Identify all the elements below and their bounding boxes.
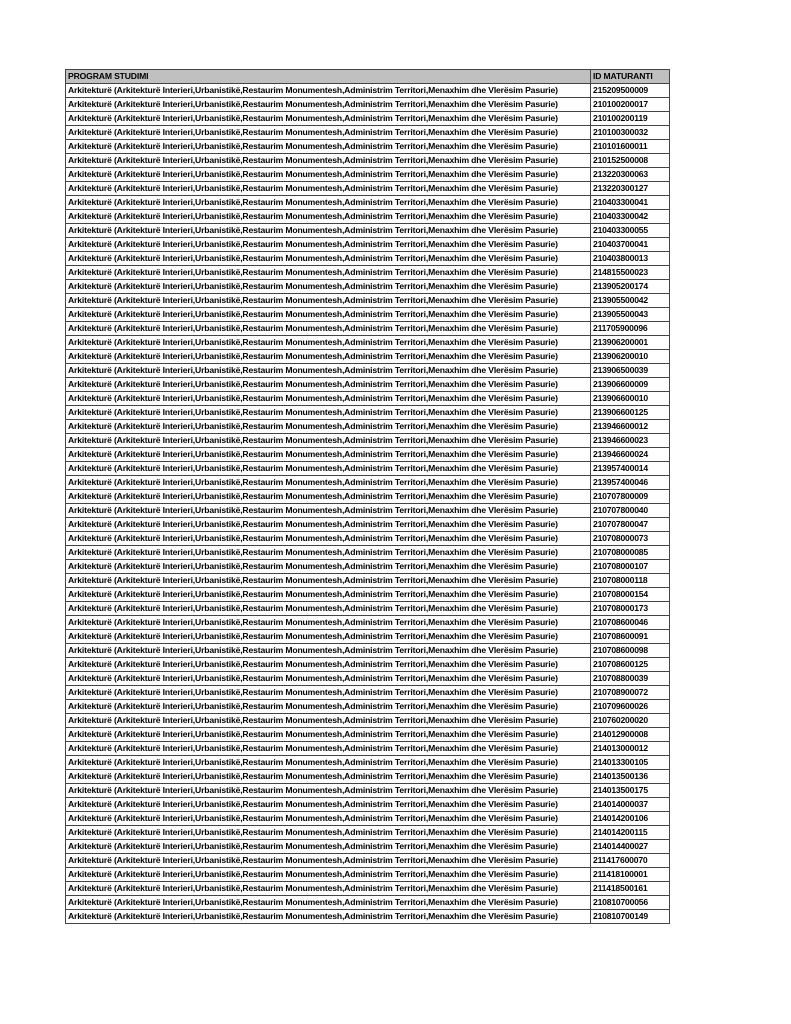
id-cell: 210708900072 xyxy=(591,686,670,700)
table-row xyxy=(66,406,670,420)
program-cell: Arkitekturë (Arkitekturë Interieri,Urbanistikë,Restaurim Monumentesh,Administrim Territori,Menaxhim dhe Vlerësim Pasurie) xyxy=(66,462,591,476)
table-row xyxy=(66,672,670,686)
program-cell: Arkitekturë (Arkitekturë Interieri,Urbanistikë,Restaurim Monumentesh,Administrim Territori,Menaxhim dhe Vlerësim Pasurie) xyxy=(66,336,591,350)
table-row xyxy=(66,476,670,490)
id-cell: 211418500161 xyxy=(591,882,670,896)
table-row xyxy=(66,308,670,322)
table-row xyxy=(66,322,670,336)
id-cell: 213906600009 xyxy=(591,378,670,392)
table-row xyxy=(66,868,670,882)
program-cell: Arkitekturë (Arkitekturë Interieri,Urbanistikë,Restaurim Monumentesh,Administrim Territori,Menaxhim dhe Vlerësim Pasurie) xyxy=(66,518,591,532)
program-cell: Arkitekturë (Arkitekturë Interieri,Urbanistikë,Restaurim Monumentesh,Administrim Territori,Menaxhim dhe Vlerësim Pasurie) xyxy=(66,644,591,658)
program-cell: Arkitekturë (Arkitekturë Interieri,Urbanistikë,Restaurim Monumentesh,Administrim Territori,Menaxhim dhe Vlerësim Pasurie) xyxy=(66,700,591,714)
id-cell: 213906500039 xyxy=(591,364,670,378)
program-cell: Arkitekturë (Arkitekturë Interieri,Urbanistikë,Restaurim Monumentesh,Administrim Territori,Menaxhim dhe Vlerësim Pasurie) xyxy=(66,280,591,294)
table-row xyxy=(66,574,670,588)
id-cell: 210708000154 xyxy=(591,588,670,602)
table-row xyxy=(66,224,670,238)
id-cell: 210403300055 xyxy=(591,224,670,238)
program-cell: Arkitekturë (Arkitekturë Interieri,Urbanistikë,Restaurim Monumentesh,Administrim Territori,Menaxhim dhe Vlerësim Pasurie) xyxy=(66,560,591,574)
program-cell: Arkitekturë (Arkitekturë Interieri,Urbanistikë,Restaurim Monumentesh,Administrim Territori,Menaxhim dhe Vlerësim Pasurie) xyxy=(66,252,591,266)
table-row xyxy=(66,882,670,896)
table-row xyxy=(66,154,670,168)
table-row xyxy=(66,252,670,266)
table-row xyxy=(66,448,670,462)
id-cell: 210101600011 xyxy=(591,140,670,154)
id-cell: 210708000073 xyxy=(591,532,670,546)
table-row xyxy=(66,728,670,742)
table-row xyxy=(66,378,670,392)
id-cell: 210708000085 xyxy=(591,546,670,560)
program-cell: Arkitekturë (Arkitekturë Interieri,Urbanistikë,Restaurim Monumentesh,Administrim Territori,Menaxhim dhe Vlerësim Pasurie) xyxy=(66,532,591,546)
id-cell: 213946600024 xyxy=(591,448,670,462)
id-cell: 213906600125 xyxy=(591,406,670,420)
program-cell: Arkitekturë (Arkitekturë Interieri,Urbanistikë,Restaurim Monumentesh,Administrim Territori,Menaxhim dhe Vlerësim Pasurie) xyxy=(66,658,591,672)
table-row xyxy=(66,294,670,308)
id-cell: 210100200017 xyxy=(591,98,670,112)
table-row xyxy=(66,392,670,406)
table-row xyxy=(66,210,670,224)
id-cell: 214815500023 xyxy=(591,266,670,280)
id-cell: 210100300032 xyxy=(591,126,670,140)
program-cell: Arkitekturë (Arkitekturë Interieri,Urbanistikë,Restaurim Monumentesh,Administrim Territori,Menaxhim dhe Vlerësim Pasurie) xyxy=(66,378,591,392)
program-cell: Arkitekturë (Arkitekturë Interieri,Urbanistikë,Restaurim Monumentesh,Administrim Territori,Menaxhim dhe Vlerësim Pasurie) xyxy=(66,196,591,210)
id-cell: 213220300063 xyxy=(591,168,670,182)
program-cell: Arkitekturë (Arkitekturë Interieri,Urbanistikë,Restaurim Monumentesh,Administrim Territori,Menaxhim dhe Vlerësim Pasurie) xyxy=(66,392,591,406)
program-cell: Arkitekturë (Arkitekturë Interieri,Urbanistikë,Restaurim Monumentesh,Administrim Territori,Menaxhim dhe Vlerësim Pasurie) xyxy=(66,112,591,126)
table-body xyxy=(66,84,670,924)
program-cell: Arkitekturë (Arkitekturë Interieri,Urbanistikë,Restaurim Monumentesh,Administrim Territori,Menaxhim dhe Vlerësim Pasurie) xyxy=(66,504,591,518)
table-row xyxy=(66,182,670,196)
table-row xyxy=(66,840,670,854)
id-cell: 210708800039 xyxy=(591,672,670,686)
id-cell: 210708000118 xyxy=(591,574,670,588)
table-row xyxy=(66,420,670,434)
program-cell: Arkitekturë (Arkitekturë Interieri,Urbanistikë,Restaurim Monumentesh,Administrim Territori,Menaxhim dhe Vlerësim Pasurie) xyxy=(66,910,591,924)
id-cell: 210760200020 xyxy=(591,714,670,728)
program-cell: Arkitekturë (Arkitekturë Interieri,Urbanistikë,Restaurim Monumentesh,Administrim Territori,Menaxhim dhe Vlerësim Pasurie) xyxy=(66,574,591,588)
program-cell: Arkitekturë (Arkitekturë Interieri,Urbanistikë,Restaurim Monumentesh,Administrim Territori,Menaxhim dhe Vlerësim Pasurie) xyxy=(66,616,591,630)
id-cell: 213905500042 xyxy=(591,294,670,308)
table-row xyxy=(66,504,670,518)
id-cell: 214014000037 xyxy=(591,798,670,812)
id-cell: 214012900008 xyxy=(591,728,670,742)
table-row xyxy=(66,336,670,350)
id-cell: 210100200119 xyxy=(591,112,670,126)
table-row xyxy=(66,238,670,252)
table-row xyxy=(66,126,670,140)
program-cell: Arkitekturë (Arkitekturë Interieri,Urbanistikë,Restaurim Monumentesh,Administrim Territori,Menaxhim dhe Vlerësim Pasurie) xyxy=(66,490,591,504)
id-cell: 214014400027 xyxy=(591,840,670,854)
program-cell: Arkitekturë (Arkitekturë Interieri,Urbanistikë,Restaurim Monumentesh,Administrim Territori,Menaxhim dhe Vlerësim Pasurie) xyxy=(66,840,591,854)
program-cell: Arkitekturë (Arkitekturë Interieri,Urbanistikë,Restaurim Monumentesh,Administrim Territori,Menaxhim dhe Vlerësim Pasurie) xyxy=(66,896,591,910)
table-row xyxy=(66,434,670,448)
table-header-row xyxy=(66,70,670,84)
program-cell: Arkitekturë (Arkitekturë Interieri,Urbanistikë,Restaurim Monumentesh,Administrim Territori,Menaxhim dhe Vlerësim Pasurie) xyxy=(66,308,591,322)
id-cell: 210403700041 xyxy=(591,238,670,252)
table-row xyxy=(66,602,670,616)
program-cell: Arkitekturë (Arkitekturë Interieri,Urbanistikë,Restaurim Monumentesh,Administrim Territori,Menaxhim dhe Vlerësim Pasurie) xyxy=(66,686,591,700)
id-cell: 210707800009 xyxy=(591,490,670,504)
program-cell: Arkitekturë (Arkitekturë Interieri,Urbanistikë,Restaurim Monumentesh,Administrim Territori,Menaxhim dhe Vlerësim Pasurie) xyxy=(66,742,591,756)
id-cell: 213220300127 xyxy=(591,182,670,196)
program-cell: Arkitekturë (Arkitekturë Interieri,Urbanistikë,Restaurim Monumentesh,Administrim Territori,Menaxhim dhe Vlerësim Pasurie) xyxy=(66,168,591,182)
table-row xyxy=(66,616,670,630)
table-row xyxy=(66,266,670,280)
program-cell: Arkitekturë (Arkitekturë Interieri,Urbanistikë,Restaurim Monumentesh,Administrim Territori,Menaxhim dhe Vlerësim Pasurie) xyxy=(66,140,591,154)
id-cell: 214013300105 xyxy=(591,756,670,770)
id-cell: 210708600046 xyxy=(591,616,670,630)
program-cell: Arkitekturë (Arkitekturë Interieri,Urbanistikë,Restaurim Monumentesh,Administrim Territori,Menaxhim dhe Vlerësim Pasurie) xyxy=(66,126,591,140)
id-cell: 210403800013 xyxy=(591,252,670,266)
program-cell: Arkitekturë (Arkitekturë Interieri,Urbanistikë,Restaurim Monumentesh,Administrim Territori,Menaxhim dhe Vlerësim Pasurie) xyxy=(66,826,591,840)
table-row xyxy=(66,700,670,714)
table-row xyxy=(66,630,670,644)
table-row xyxy=(66,280,670,294)
id-cell: 211418100001 xyxy=(591,868,670,882)
program-cell: Arkitekturë (Arkitekturë Interieri,Urbanistikë,Restaurim Monumentesh,Administrim Territori,Menaxhim dhe Vlerësim Pasurie) xyxy=(66,238,591,252)
id-cell: 214013500175 xyxy=(591,784,670,798)
program-cell: Arkitekturë (Arkitekturë Interieri,Urbanistikë,Restaurim Monumentesh,Administrim Territori,Menaxhim dhe Vlerësim Pasurie) xyxy=(66,672,591,686)
id-cell: 210708600091 xyxy=(591,630,670,644)
id-cell: 210403300042 xyxy=(591,210,670,224)
id-cell: 213906600010 xyxy=(591,392,670,406)
program-cell: Arkitekturë (Arkitekturë Interieri,Urbanistikë,Restaurim Monumentesh,Administrim Territori,Menaxhim dhe Vlerësim Pasurie) xyxy=(66,602,591,616)
program-cell: Arkitekturë (Arkitekturë Interieri,Urbanistikë,Restaurim Monumentesh,Administrim Territori,Menaxhim dhe Vlerësim Pasurie) xyxy=(66,322,591,336)
id-cell: 214014200115 xyxy=(591,826,670,840)
program-cell: Arkitekturë (Arkitekturë Interieri,Urbanistikë,Restaurim Monumentesh,Administrim Territori,Menaxhim dhe Vlerësim Pasurie) xyxy=(66,546,591,560)
id-cell: 211705900096 xyxy=(591,322,670,336)
table-row xyxy=(66,588,670,602)
table-row xyxy=(66,826,670,840)
table-row xyxy=(66,714,670,728)
program-cell: Arkitekturë (Arkitekturë Interieri,Urbanistikë,Restaurim Monumentesh,Administrim Territori,Menaxhim dhe Vlerësim Pasurie) xyxy=(66,798,591,812)
table-row xyxy=(66,658,670,672)
program-cell: Arkitekturë (Arkitekturë Interieri,Urbanistikë,Restaurim Monumentesh,Administrim Territori,Menaxhim dhe Vlerësim Pasurie) xyxy=(66,448,591,462)
program-cell: Arkitekturë (Arkitekturë Interieri,Urbanistikë,Restaurim Monumentesh,Administrim Territori,Menaxhim dhe Vlerësim Pasurie) xyxy=(66,210,591,224)
table-row xyxy=(66,896,670,910)
table-row xyxy=(66,812,670,826)
table-row xyxy=(66,350,670,364)
program-cell: Arkitekturë (Arkitekturë Interieri,Urbanistikë,Restaurim Monumentesh,Administrim Territori,Menaxhim dhe Vlerësim Pasurie) xyxy=(66,630,591,644)
id-cell: 213946600012 xyxy=(591,420,670,434)
id-cell: 215209500009 xyxy=(591,84,670,98)
program-cell: Arkitekturë (Arkitekturë Interieri,Urbanistikë,Restaurim Monumentesh,Administrim Territori,Menaxhim dhe Vlerësim Pasurie) xyxy=(66,770,591,784)
table-row xyxy=(66,140,670,154)
id-cell: 214013000012 xyxy=(591,742,670,756)
program-cell: Arkitekturë (Arkitekturë Interieri,Urbanistikë,Restaurim Monumentesh,Administrim Territori,Menaxhim dhe Vlerësim Pasurie) xyxy=(66,434,591,448)
id-cell: 213957400046 xyxy=(591,476,670,490)
program-cell: Arkitekturë (Arkitekturë Interieri,Urbanistikë,Restaurim Monumentesh,Administrim Territori,Menaxhim dhe Vlerësim Pasurie) xyxy=(66,350,591,364)
table-row xyxy=(66,686,670,700)
program-cell: Arkitekturë (Arkitekturë Interieri,Urbanistikë,Restaurim Monumentesh,Administrim Territori,Menaxhim dhe Vlerësim Pasurie) xyxy=(66,266,591,280)
program-cell: Arkitekturë (Arkitekturë Interieri,Urbanistikë,Restaurim Monumentesh,Administrim Territori,Menaxhim dhe Vlerësim Pasurie) xyxy=(66,812,591,826)
id-cell: 210707800047 xyxy=(591,518,670,532)
table-row xyxy=(66,770,670,784)
table-row xyxy=(66,490,670,504)
table-row xyxy=(66,168,670,182)
program-cell: Arkitekturë (Arkitekturë Interieri,Urbanistikë,Restaurim Monumentesh,Administrim Territori,Menaxhim dhe Vlerësim Pasurie) xyxy=(66,784,591,798)
header-id-maturanti: ID MATURANTI xyxy=(591,70,670,84)
header-program-studimi: PROGRAM STUDIMI xyxy=(66,70,591,84)
program-cell: Arkitekturë (Arkitekturë Interieri,Urbanistikë,Restaurim Monumentesh,Administrim Territori,Menaxhim dhe Vlerësim Pasurie) xyxy=(66,868,591,882)
id-cell: 211417600070 xyxy=(591,854,670,868)
id-cell: 213946600023 xyxy=(591,434,670,448)
id-cell: 210403300041 xyxy=(591,196,670,210)
table-row xyxy=(66,196,670,210)
id-cell: 213906200010 xyxy=(591,350,670,364)
id-cell: 213957400014 xyxy=(591,462,670,476)
table-row xyxy=(66,98,670,112)
table-row xyxy=(66,910,670,924)
table-row xyxy=(66,532,670,546)
table-row xyxy=(66,742,670,756)
id-cell: 210708600125 xyxy=(591,658,670,672)
program-cell: Arkitekturë (Arkitekturë Interieri,Urbanistikë,Restaurim Monumentesh,Administrim Territori,Menaxhim dhe Vlerësim Pasurie) xyxy=(66,728,591,742)
program-cell: Arkitekturë (Arkitekturë Interieri,Urbanistikë,Restaurim Monumentesh,Administrim Territori,Menaxhim dhe Vlerësim Pasurie) xyxy=(66,854,591,868)
program-cell: Arkitekturë (Arkitekturë Interieri,Urbanistikë,Restaurim Monumentesh,Administrim Territori,Menaxhim dhe Vlerësim Pasurie) xyxy=(66,154,591,168)
program-cell: Arkitekturë (Arkitekturë Interieri,Urbanistikë,Restaurim Monumentesh,Administrim Territori,Menaxhim dhe Vlerësim Pasurie) xyxy=(66,294,591,308)
program-cell: Arkitekturë (Arkitekturë Interieri,Urbanistikë,Restaurim Monumentesh,Administrim Territori,Menaxhim dhe Vlerësim Pasurie) xyxy=(66,588,591,602)
students-table xyxy=(65,69,670,924)
table-row xyxy=(66,560,670,574)
program-cell: Arkitekturë (Arkitekturë Interieri,Urbanistikë,Restaurim Monumentesh,Administrim Territori,Menaxhim dhe Vlerësim Pasurie) xyxy=(66,182,591,196)
program-cell: Arkitekturë (Arkitekturë Interieri,Urbanistikë,Restaurim Monumentesh,Administrim Territori,Menaxhim dhe Vlerësim Pasurie) xyxy=(66,224,591,238)
table-row xyxy=(66,364,670,378)
id-cell: 214014200106 xyxy=(591,812,670,826)
table-row xyxy=(66,784,670,798)
id-cell: 213905200174 xyxy=(591,280,670,294)
table-row xyxy=(66,644,670,658)
id-cell: 210708000107 xyxy=(591,560,670,574)
table-row xyxy=(66,518,670,532)
program-cell: Arkitekturë (Arkitekturë Interieri,Urbanistikë,Restaurim Monumentesh,Administrim Territori,Menaxhim dhe Vlerësim Pasurie) xyxy=(66,364,591,378)
table-row xyxy=(66,854,670,868)
id-cell: 210709600026 xyxy=(591,700,670,714)
id-cell: 213906200001 xyxy=(591,336,670,350)
table-row xyxy=(66,546,670,560)
program-cell: Arkitekturë (Arkitekturë Interieri,Urbanistikë,Restaurim Monumentesh,Administrim Territori,Menaxhim dhe Vlerësim Pasurie) xyxy=(66,406,591,420)
table-row xyxy=(66,462,670,476)
program-cell: Arkitekturë (Arkitekturë Interieri,Urbanistikë,Restaurim Monumentesh,Administrim Territori,Menaxhim dhe Vlerësim Pasurie) xyxy=(66,756,591,770)
id-cell: 210708000173 xyxy=(591,602,670,616)
program-cell: Arkitekturë (Arkitekturë Interieri,Urbanistikë,Restaurim Monumentesh,Administrim Territori,Menaxhim dhe Vlerësim Pasurie) xyxy=(66,476,591,490)
id-cell: 214013500136 xyxy=(591,770,670,784)
id-cell: 213905500043 xyxy=(591,308,670,322)
id-cell: 210707800040 xyxy=(591,504,670,518)
id-cell: 210708600098 xyxy=(591,644,670,658)
program-cell: Arkitekturë (Arkitekturë Interieri,Urbanistikë,Restaurim Monumentesh,Administrim Territori,Menaxhim dhe Vlerësim Pasurie) xyxy=(66,714,591,728)
program-cell: Arkitekturë (Arkitekturë Interieri,Urbanistikë,Restaurim Monumentesh,Administrim Territori,Menaxhim dhe Vlerësim Pasurie) xyxy=(66,420,591,434)
id-cell: 210152500008 xyxy=(591,154,670,168)
table-row xyxy=(66,112,670,126)
program-cell: Arkitekturë (Arkitekturë Interieri,Urbanistikë,Restaurim Monumentesh,Administrim Territori,Menaxhim dhe Vlerësim Pasurie) xyxy=(66,98,591,112)
program-cell: Arkitekturë (Arkitekturë Interieri,Urbanistikë,Restaurim Monumentesh,Administrim Territori,Menaxhim dhe Vlerësim Pasurie) xyxy=(66,882,591,896)
id-cell: 210810700056 xyxy=(591,896,670,910)
id-cell: 210810700149 xyxy=(591,910,670,924)
table-row xyxy=(66,84,670,98)
table-row xyxy=(66,798,670,812)
table-row xyxy=(66,756,670,770)
program-cell: Arkitekturë (Arkitekturë Interieri,Urbanistikë,Restaurim Monumentesh,Administrim Territori,Menaxhim dhe Vlerësim Pasurie) xyxy=(66,84,591,98)
